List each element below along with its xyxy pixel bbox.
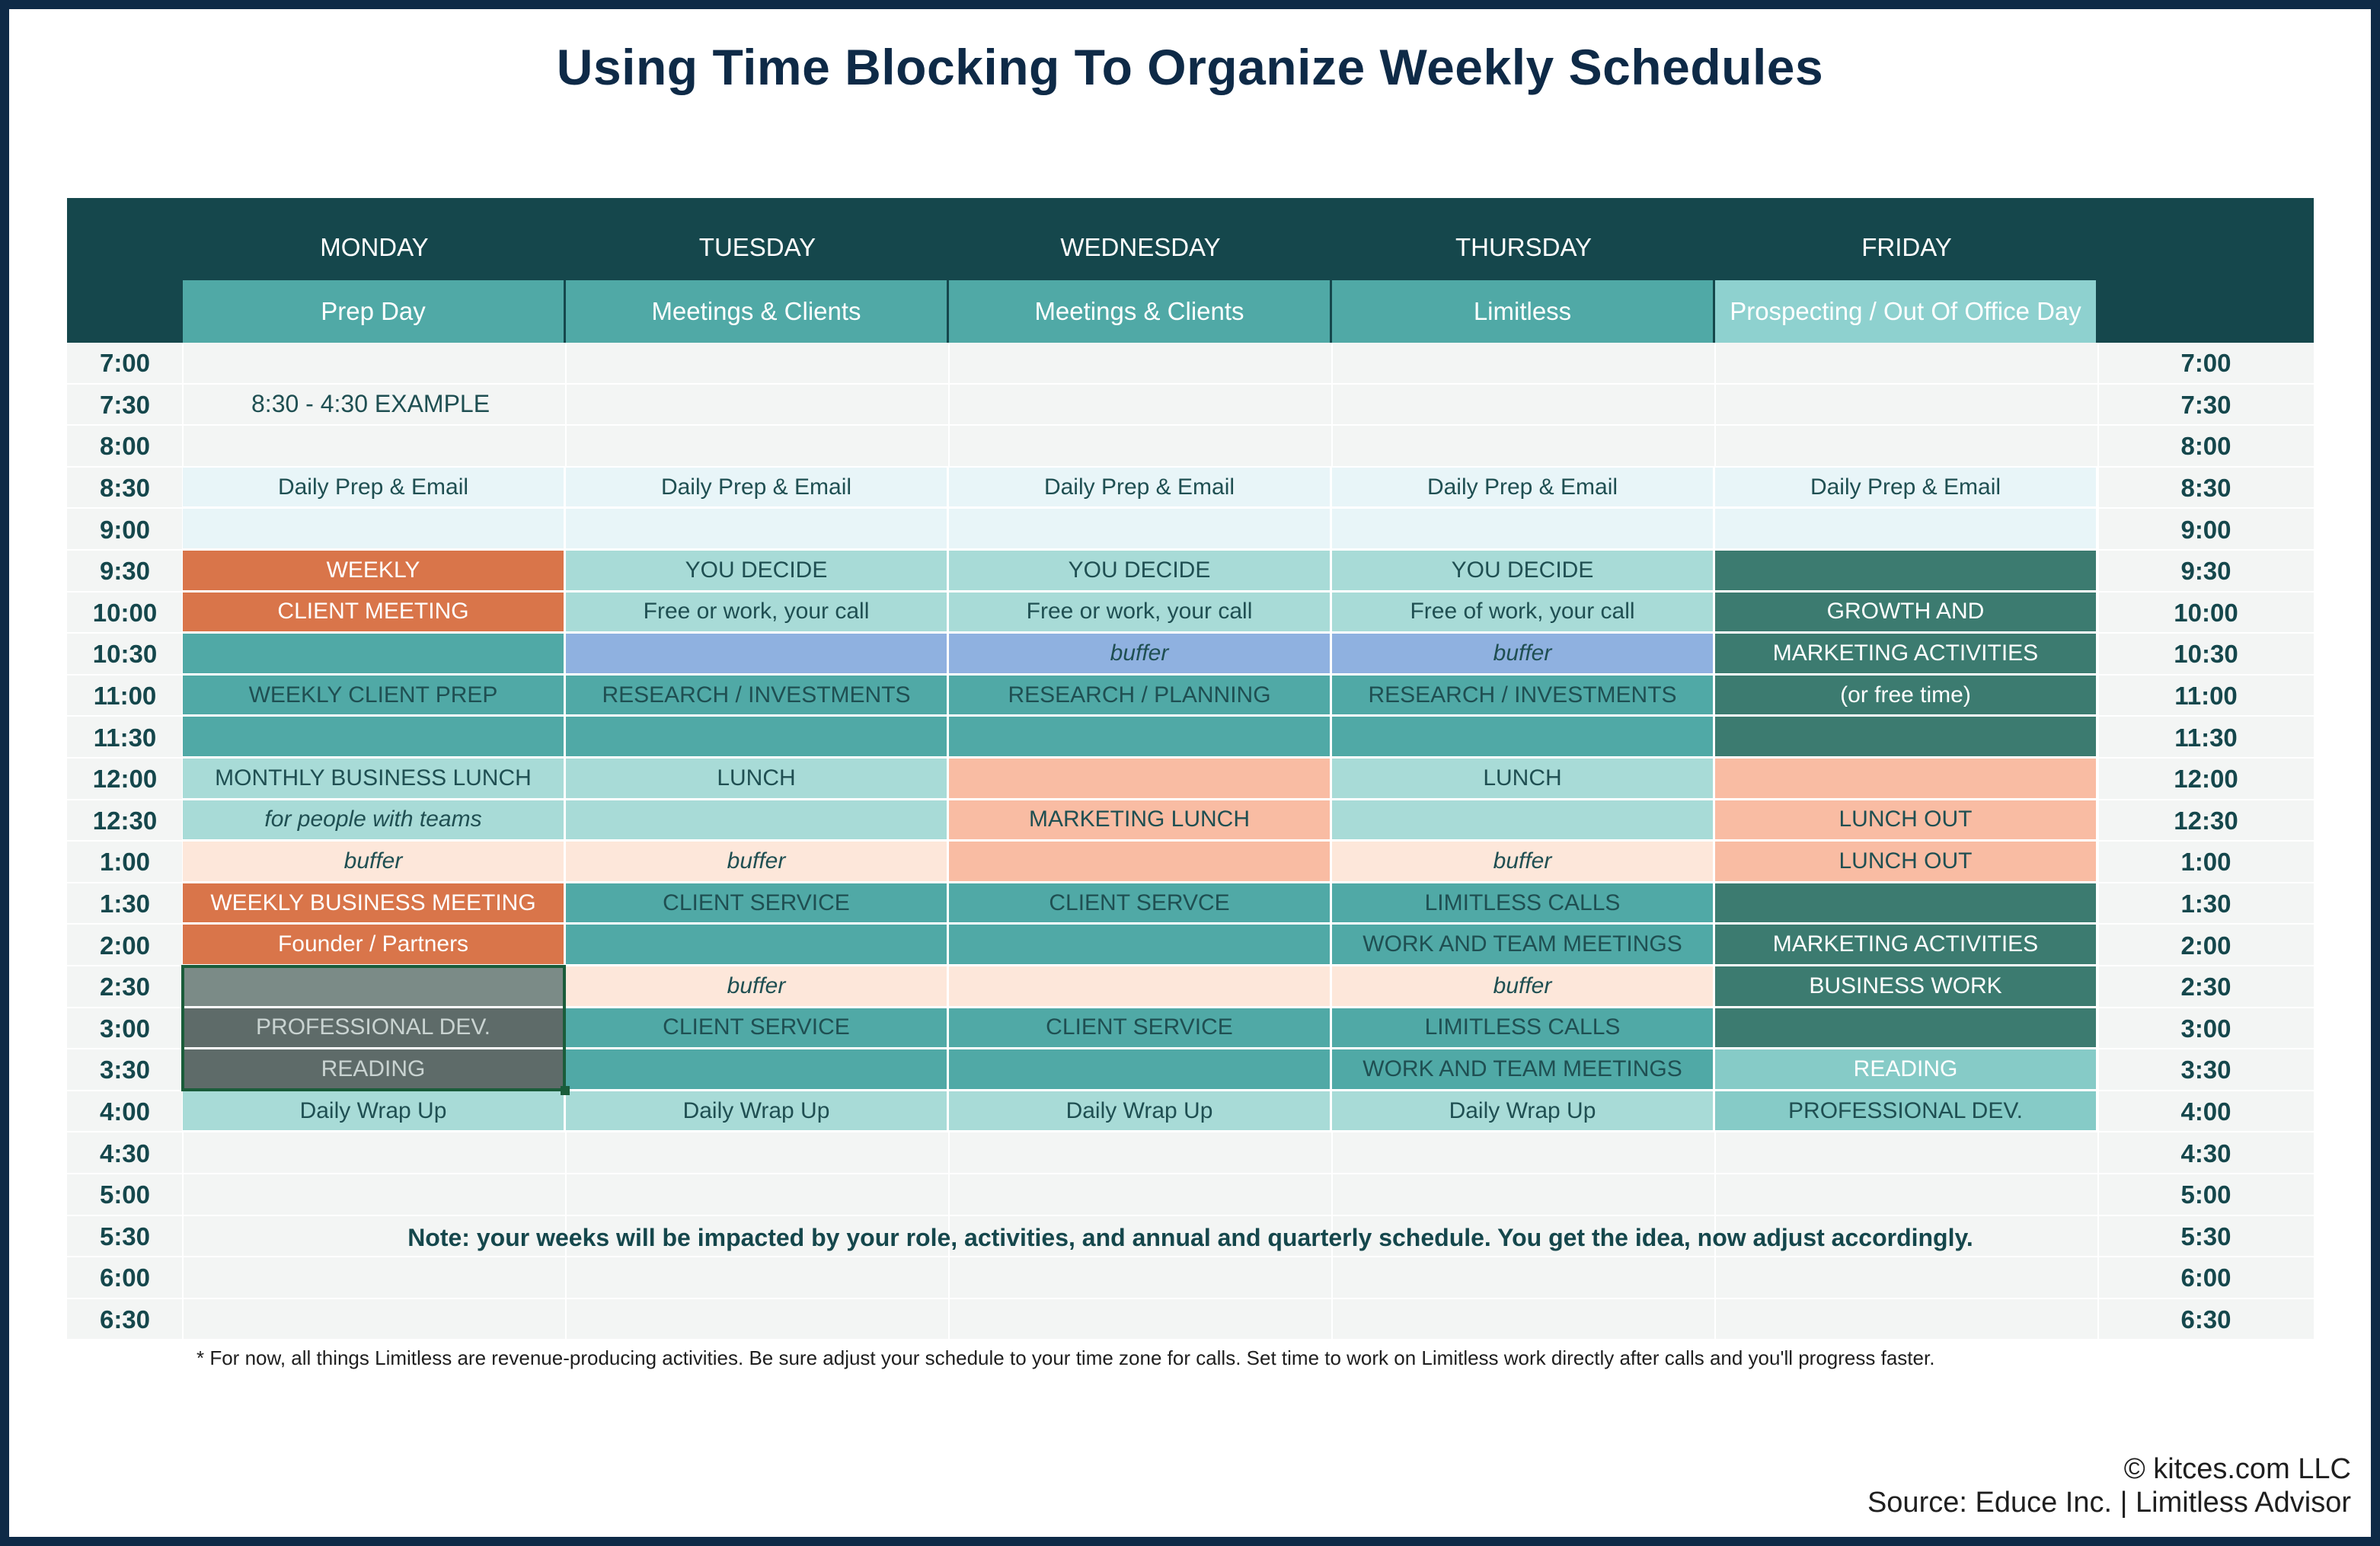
time-label-right: 6:00 <box>2180 1263 2231 1292</box>
time-block[interactable]: WEEKLY CLIENT PREP <box>183 676 566 717</box>
time-block[interactable]: WEEKLY BUSINESS MEETING <box>183 883 566 925</box>
time-label-right: 4:00 <box>2180 1097 2231 1126</box>
copyright-credit: © kitces.com LLC <box>2123 1453 2351 1485</box>
time-label-left: 10:00 <box>92 598 158 627</box>
day-theme: Prep Day <box>183 280 566 343</box>
time-label-left: 3:30 <box>99 1056 151 1084</box>
time-block[interactable] <box>183 717 566 759</box>
time-label-left: 8:30 <box>99 474 151 503</box>
day-theme: Prospecting / Out Of Office Day <box>1715 280 2098 343</box>
time-label-right: 9:00 <box>2180 515 2231 544</box>
time-block[interactable] <box>1332 509 1715 551</box>
time-block[interactable]: Daily Prep & Email <box>183 468 566 509</box>
time-block[interactable] <box>949 759 1332 800</box>
time-block[interactable]: CLIENT MEETING <box>183 593 566 634</box>
time-label-left: 2:00 <box>99 931 151 960</box>
time-label-left: 6:30 <box>99 1305 151 1334</box>
time-label-right: 10:30 <box>2174 640 2238 669</box>
time-block[interactable] <box>1715 1008 2098 1050</box>
time-block[interactable] <box>566 800 949 842</box>
time-block[interactable]: READING <box>1715 1049 2098 1091</box>
footnote: * For now, all things Limitless are revenue-producing activities. Be sure adjust your schedule to your time zone for calls. Set time to work on Limitless work directly after calls and you'll progress faster. <box>196 1346 1935 1369</box>
time-label-right: 1:00 <box>2180 848 2231 877</box>
time-block[interactable]: buffer <box>1332 842 1715 883</box>
time-block[interactable] <box>1332 800 1715 842</box>
time-block[interactable]: buffer <box>566 842 949 883</box>
time-label-left: 3:00 <box>99 1014 151 1043</box>
time-block[interactable]: buffer <box>949 634 1332 676</box>
row-separator <box>67 1256 2314 1257</box>
time-block[interactable]: CLIENT SERVICE <box>566 883 949 925</box>
time-block[interactable] <box>1715 551 2098 593</box>
time-block[interactable] <box>183 509 566 551</box>
time-block[interactable] <box>183 634 566 676</box>
time-label-left: 7:30 <box>99 390 151 419</box>
time-block[interactable]: LUNCH <box>1332 759 1715 800</box>
time-label-left: 11:30 <box>93 723 157 752</box>
time-label-right: 2:00 <box>2180 931 2231 960</box>
time-label-left: 1:30 <box>99 890 151 918</box>
time-block[interactable] <box>949 717 1332 759</box>
time-block[interactable] <box>566 634 949 676</box>
time-block[interactable]: PROFESSIONAL DEV. <box>183 1008 566 1050</box>
time-label-right: 3:30 <box>2180 1056 2231 1084</box>
time-block[interactable]: Founder / Partners <box>183 925 566 966</box>
time-block[interactable] <box>949 966 1332 1008</box>
time-block[interactable]: (or free time) <box>1715 676 2098 717</box>
time-block[interactable] <box>566 717 949 759</box>
time-label-right: 8:30 <box>2180 474 2231 503</box>
time-block[interactable]: RESEARCH / INVESTMENTS <box>566 676 949 717</box>
time-block[interactable]: Daily Wrap Up <box>566 1091 949 1133</box>
day-header-wednesday: WEDNESDAY <box>1060 233 1221 261</box>
day-header-thursday: THURSDAY <box>1455 233 1593 261</box>
time-label-right: 11:30 <box>2174 723 2238 752</box>
time-block[interactable]: READING <box>183 1049 566 1091</box>
time-label-left: 4:30 <box>99 1139 151 1167</box>
time-block[interactable]: RESEARCH / INVESTMENTS <box>1332 676 1715 717</box>
time-block[interactable]: CLIENT SERVICE <box>949 1008 1332 1050</box>
time-block[interactable]: LUNCH <box>566 759 949 800</box>
time-label-right: 3:00 <box>2180 1014 2231 1043</box>
time-block[interactable]: MARKETING ACTIVITIES <box>1715 634 2098 676</box>
time-block[interactable]: Daily Prep & Email <box>566 468 949 509</box>
time-label-left: 9:30 <box>99 557 151 586</box>
time-block[interactable]: MARKETING ACTIVITIES <box>1715 925 2098 966</box>
source-credit: Source: Educe Inc. | Limitless Advisor <box>1867 1487 2351 1519</box>
time-block[interactable]: Daily Wrap Up <box>949 1091 1332 1133</box>
time-block[interactable]: YOU DECIDE <box>566 551 949 593</box>
row-separator <box>67 1298 2314 1299</box>
time-block[interactable] <box>1715 509 2098 551</box>
time-block[interactable]: BUSINESS WORK <box>1715 966 2098 1008</box>
time-label-right: 8:00 <box>2180 432 2231 461</box>
cell-selection-box[interactable] <box>181 965 566 1091</box>
time-label-right: 10:00 <box>2174 598 2238 627</box>
time-label-right: 12:30 <box>2174 806 2238 835</box>
row-separator <box>67 1339 2314 1340</box>
time-block[interactable]: WEEKLY <box>183 551 566 593</box>
time-block[interactable] <box>566 1049 949 1091</box>
time-label-right: 1:30 <box>2180 890 2231 918</box>
time-label-right: 2:30 <box>2180 973 2231 1001</box>
time-label-right: 4:30 <box>2180 1139 2231 1167</box>
day-header-monday: MONDAY <box>320 233 429 261</box>
time-block[interactable] <box>1332 717 1715 759</box>
time-block[interactable]: LIMITLESS CALLS <box>1332 883 1715 925</box>
time-block[interactable]: LUNCH OUT <box>1715 800 2098 842</box>
time-block[interactable] <box>949 842 1332 883</box>
time-block[interactable] <box>949 925 1332 966</box>
time-label-left: 7:00 <box>99 349 151 378</box>
time-label-left: 5:00 <box>99 1180 151 1209</box>
row-separator <box>67 1215 2314 1216</box>
time-block[interactable]: YOU DECIDE <box>949 551 1332 593</box>
time-block[interactable]: for people with teams <box>183 800 566 842</box>
time-block[interactable]: WORK AND TEAM MEETINGS <box>1332 1049 1715 1091</box>
time-block[interactable]: buffer <box>566 966 949 1008</box>
time-block[interactable] <box>949 509 1332 551</box>
time-label-right: 7:30 <box>2180 390 2231 419</box>
time-label-left: 8:00 <box>99 432 151 461</box>
time-block[interactable]: RESEARCH / PLANNING <box>949 676 1332 717</box>
page-title: Using Time Blocking To Organize Weekly Schedules <box>556 39 1824 95</box>
time-label-left: 5:30 <box>99 1222 151 1251</box>
time-label-left: 12:00 <box>92 765 158 794</box>
time-label-right: 5:30 <box>2180 1222 2231 1251</box>
time-block[interactable]: Daily Prep & Email <box>949 468 1332 509</box>
time-block[interactable]: WORK AND TEAM MEETINGS <box>1332 925 1715 966</box>
time-block[interactable] <box>566 925 949 966</box>
time-label-left: 12:30 <box>92 806 158 835</box>
schedule-note: Note: your weeks will be impacted by your role, activities, and annual and quarterly schedule. You get the idea, now adjust accordingly. <box>407 1223 1973 1251</box>
time-block[interactable]: Daily Wrap Up <box>1332 1091 1715 1133</box>
time-label-left: 9:00 <box>99 515 151 544</box>
time-label-right: 9:30 <box>2180 557 2231 586</box>
time-block[interactable] <box>1715 759 2098 800</box>
selection-resize-handle[interactable] <box>561 1086 570 1095</box>
time-label-left: 6:00 <box>99 1263 151 1292</box>
time-label-right: 6:30 <box>2180 1305 2231 1334</box>
time-block[interactable]: 8:30 - 4:30 EXAMPLE <box>251 389 490 417</box>
day-theme: Limitless <box>1332 280 1715 343</box>
time-block[interactable]: Daily Wrap Up <box>183 1091 566 1133</box>
time-block[interactable]: buffer <box>183 842 566 883</box>
time-label-left: 11:00 <box>93 682 157 711</box>
time-block[interactable]: LIMITLESS CALLS <box>1332 1008 1715 1050</box>
time-label-left: 4:00 <box>99 1097 151 1126</box>
time-block[interactable] <box>1715 717 2098 759</box>
day-theme: Meetings & Clients <box>949 280 1332 343</box>
time-block[interactable] <box>949 1049 1332 1091</box>
time-label-right: 5:00 <box>2180 1180 2231 1209</box>
time-block[interactable]: PROFESSIONAL DEV. <box>1715 1091 2098 1133</box>
time-label-right: 7:00 <box>2180 349 2231 378</box>
time-block[interactable]: YOU DECIDE <box>1332 551 1715 593</box>
time-label-left: 2:30 <box>99 973 151 1001</box>
time-block[interactable] <box>1715 883 2098 925</box>
time-block[interactable]: CLIENT SERVCE <box>949 883 1332 925</box>
row-separator <box>67 1173 2314 1174</box>
time-block[interactable] <box>566 509 949 551</box>
day-theme: Meetings & Clients <box>566 280 949 343</box>
time-block[interactable]: Free of work, your call <box>1332 593 1715 634</box>
time-block[interactable]: buffer <box>1332 634 1715 676</box>
time-block[interactable]: buffer <box>1332 966 1715 1008</box>
time-block[interactable]: Daily Prep & Email <box>1715 468 2098 509</box>
time-label-left: 1:00 <box>99 848 151 877</box>
day-header-tuesday: TUESDAY <box>698 233 816 261</box>
time-label-right: 12:00 <box>2174 765 2238 794</box>
time-label-right: 11:00 <box>2174 682 2238 711</box>
time-label-left: 10:30 <box>92 640 158 669</box>
time-block[interactable]: CLIENT SERVICE <box>566 1008 949 1050</box>
time-block[interactable]: GROWTH AND <box>1715 593 2098 634</box>
time-block[interactable]: Free or work, your call <box>566 593 949 634</box>
day-header-friday: FRIDAY <box>1861 233 1952 261</box>
time-block[interactable]: Daily Prep & Email <box>1332 468 1715 509</box>
time-block[interactable]: MARKETING LUNCH <box>949 800 1332 842</box>
time-block[interactable]: Free or work, your call <box>949 593 1332 634</box>
time-block[interactable]: MONTHLY BUSINESS LUNCH <box>183 759 566 800</box>
time-block[interactable]: LUNCH OUT <box>1715 842 2098 883</box>
schedule-grid <box>67 198 2314 1340</box>
